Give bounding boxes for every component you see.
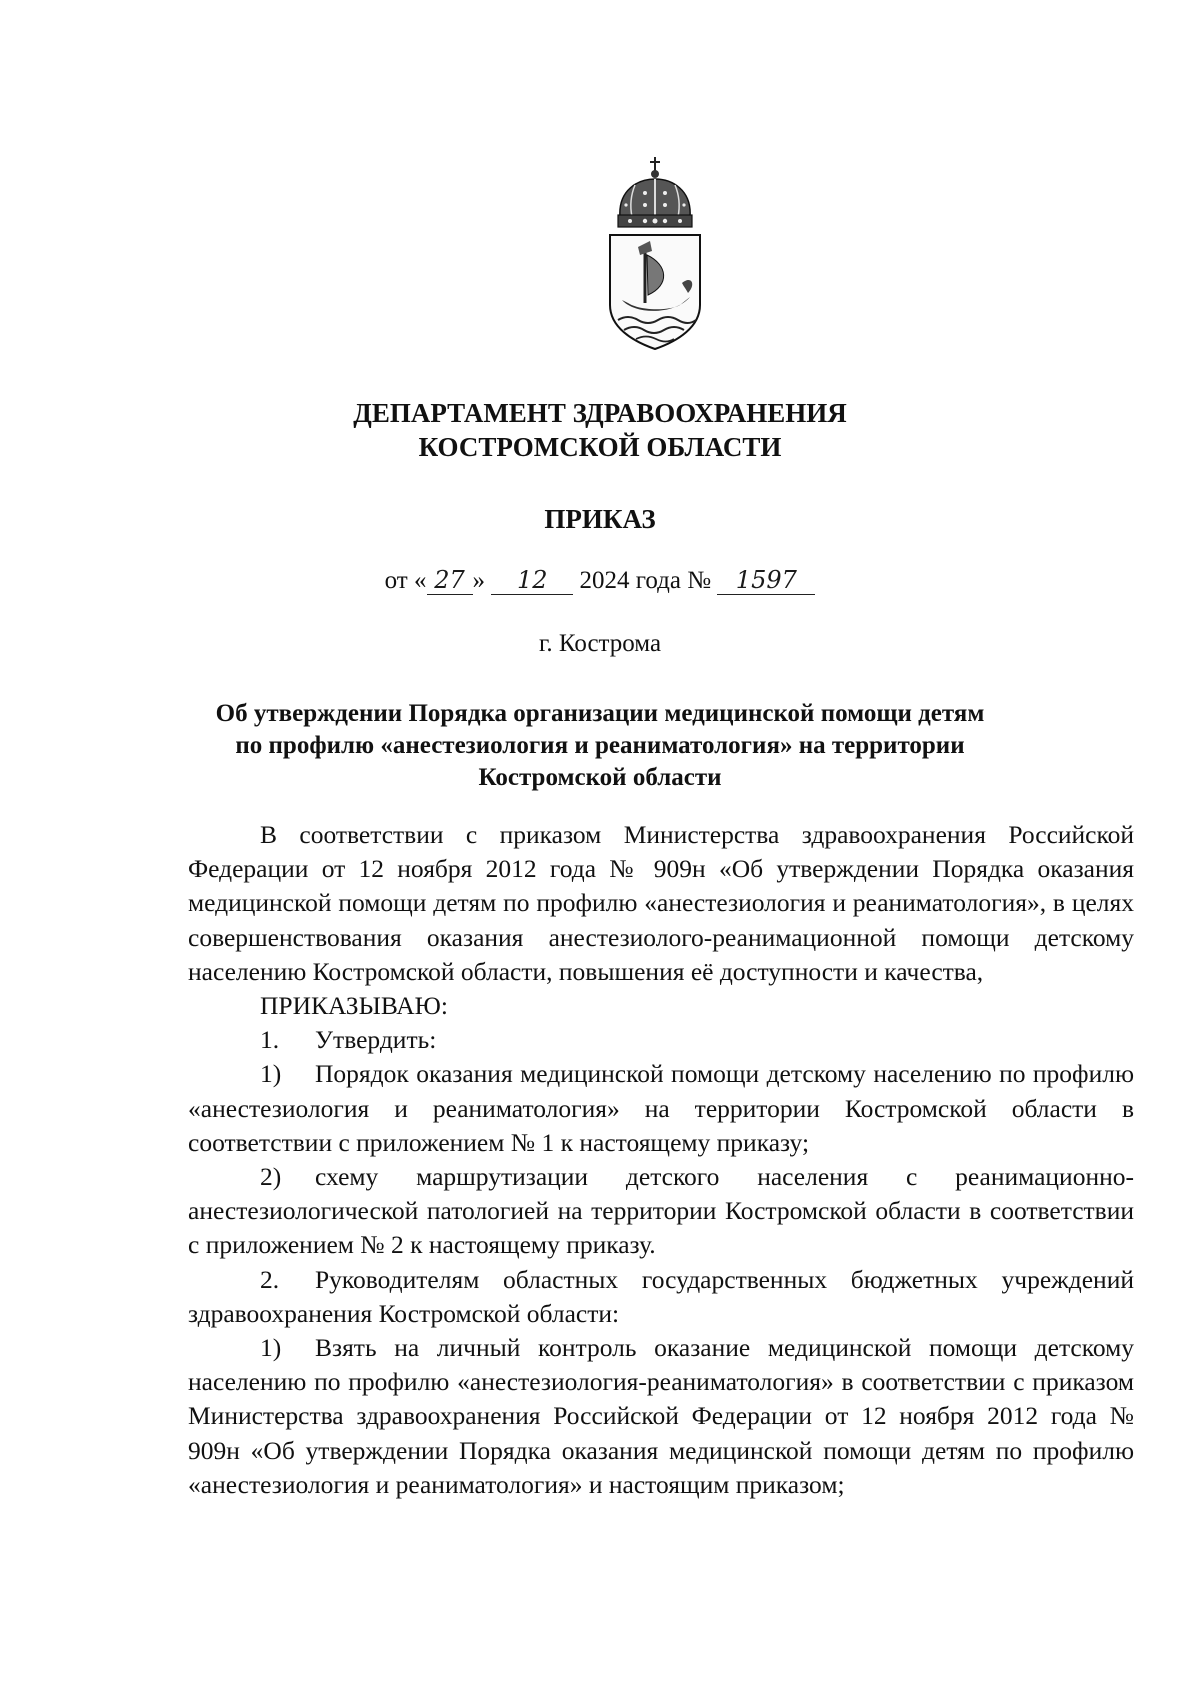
document-type: ПРИКАЗ — [544, 504, 656, 534]
order-word: ПРИКАЗЫВАЮ: — [260, 991, 448, 1021]
item-1-1 — [188, 1057, 1134, 1160]
item-1-number: 1. — [260, 1025, 280, 1055]
item-1 — [188, 1023, 1134, 1057]
item-1-2 — [188, 1160, 1134, 1263]
date-mid-quote: » — [472, 567, 485, 594]
title-line-1: Об утверждении Порядка организации медицинской помощи детям — [215, 700, 985, 727]
preamble-paragraph: В соответствии с приказом Министерства здравоохранения Российской Федерации от 12 ноября 2012 года № 909н «Об утверждении Порядка оказания медицинской помощи детям по профилю «анестезиология и реаниматология», в целях совершенствования оказания анестезиолого-реанимационной помощи детскому населению Костромской области, повышения её доступности и качества, — [188, 820, 1134, 986]
date-year-text: 2024 года № — [579, 567, 712, 594]
item-1-1-number: 1) — [260, 1059, 282, 1089]
item-1-2-number: 2) — [260, 1162, 282, 1192]
item-2-1 — [188, 1331, 1134, 1502]
item-2-1-text: Взять на личный контроль оказание медицинской помощи детскому населению по профилю «анестезиология-реаниматология» в соответствии с приказом Министерства здравоохранения Российской Федерации от 12 ноября 2012 года № 909н «Об утверждении Порядка оказания медицинской помощи детям по профилю «анестезиология и реаниматология» и настоящим приказом; — [188, 1333, 1134, 1499]
item-1-1-text: Порядок оказания медицинской помощи детскому населению по профилю «анестезиология и реаниматология» на территории Костромской области в соответствии с приложением № 1 к настоящему приказу; — [188, 1059, 1134, 1157]
date-prefix: от « — [384, 567, 427, 594]
document-body — [188, 818, 1134, 1502]
item-2-number: 2. — [260, 1264, 280, 1294]
handwritten-number: 1597 — [717, 566, 815, 595]
item-2-text: Руководителям областных государственных бюджетных учреждений здравоохранения Костромской области: — [188, 1264, 1134, 1328]
title-line-3: Костромской области — [478, 764, 722, 791]
handwritten-month: 12 — [491, 566, 573, 595]
item-2-1-number: 1) — [260, 1333, 282, 1363]
item-2 — [188, 1263, 1134, 1331]
city: г. Кострома — [538, 630, 662, 657]
department-line-2: КОСТРОМСКОЙ ОБЛАСТИ — [418, 432, 782, 462]
item-1-text: Утвердить: — [315, 1025, 437, 1055]
title-line-2: по профилю «анестезиология и реаниматология» на территории — [235, 732, 965, 759]
coat-of-arms-icon — [600, 155, 710, 355]
item-1-2-text: схему маршрутизации детского населения с реанимационно-анестезиологической патологией на территории Костромской области в соответствии с приложением № 2 к настоящему приказу. — [188, 1162, 1134, 1260]
department-name — [0, 396, 1200, 464]
document-title — [0, 698, 1200, 794]
handwritten-day: 27 — [427, 566, 473, 595]
department-line-1: ДЕПАРТАМЕНТ ЗДРАВООХРАНЕНИЯ — [353, 398, 847, 428]
date-line — [0, 566, 1200, 595]
